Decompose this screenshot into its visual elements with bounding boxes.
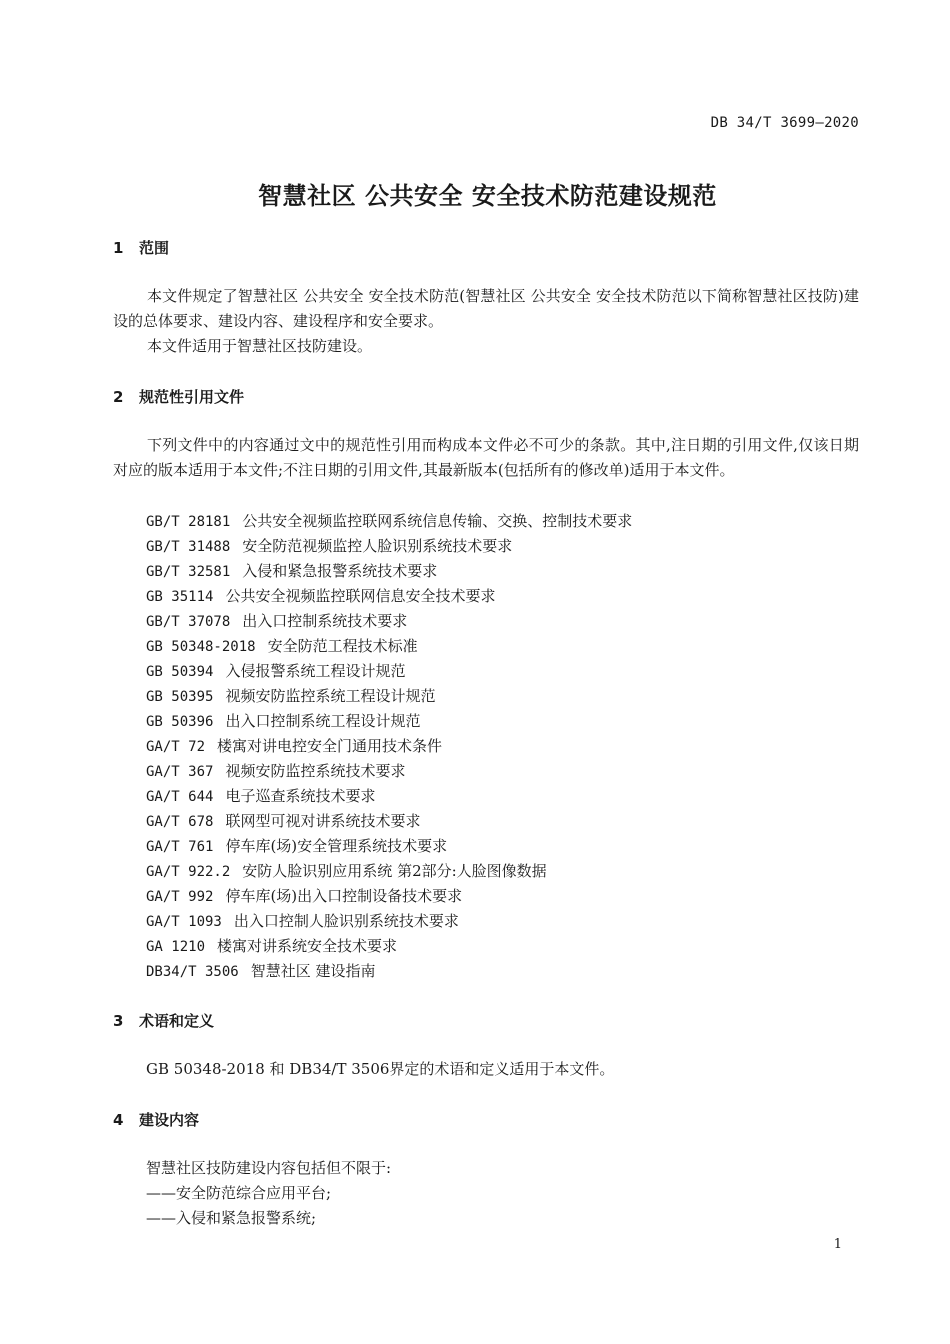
section-title: 范围 (139, 239, 170, 257)
reference-item: GB 50394 入侵报警系统工程设计规范 (146, 662, 406, 680)
section-2-heading (113, 386, 244, 407)
standard-number: DB 34/T 3699—2020 (710, 115, 859, 131)
reference-item: GB/T 32581 入侵和紧急报警系统技术要求 (146, 562, 438, 580)
reference-item: GB 50348-2018 安全防范工程技术标准 (146, 637, 418, 655)
reference-item: GA/T 367 视频安防监控系统技术要求 (146, 762, 406, 780)
section-number: 2 (113, 388, 124, 406)
reference-item: GB/T 28181 公共安全视频监控联网系统信息传输、交换、控制技术要求 (146, 512, 633, 530)
reference-item: GA/T 72 楼寓对讲电控安全门通用技术条件 (146, 737, 443, 755)
reference-item: GA/T 1093 出入口控制人脸识别系统技术要求 (146, 912, 459, 930)
section-4-paragraph-1: 智慧社区技防建设内容包括但不限于: (146, 1159, 392, 1177)
page-number: 1 (833, 1237, 842, 1252)
section-title: 建设内容 (139, 1111, 200, 1129)
reference-item: GA/T 922.2 安防人脸识别应用系统 第2部分:人脸图像数据 (146, 862, 547, 880)
section-title: 规范性引用文件 (139, 388, 245, 406)
reference-item: DB34/T 3506 智慧社区 建设指南 (146, 962, 376, 980)
section-2-paragraph-1: 下列文件中的内容通过文中的规范性引用而构成本文件必不可少的条款。其中,注日期的引用文件,仅该日期对应的版本适用于本文件;不注日期的引用文件,其最新版本(包括所有的修改单)适用于本文件。 (113, 436, 859, 479)
section-1-paragraph-2: 本文件适用于智慧社区技防建设。 (147, 337, 373, 355)
section-4-heading (113, 1109, 199, 1130)
section-title: 术语和定义 (139, 1012, 215, 1030)
section-1-paragraph-1: 本文件规定了智慧社区 公共安全 安全技术防范(智慧社区 公共安全 安全技术防范以下简称智慧社区技防)建设的总体要求、建设内容、建设程序和安全要求。 (113, 287, 859, 330)
list-item: ——入侵和紧急报警系统; (146, 1209, 317, 1227)
reference-item: GA/T 992 停车库(场)出入口控制设备技术要求 (146, 887, 463, 905)
section-number: 3 (113, 1012, 124, 1030)
list-item: ——安全防范综合应用平台; (146, 1184, 332, 1202)
section-3-heading (113, 1010, 214, 1031)
reference-item: GB/T 31488 安全防范视频监控人脸识别系统技术要求 (146, 537, 513, 555)
section-number: 4 (113, 1111, 124, 1129)
section-3-paragraph-1: GB 50348-2018 和 DB34/T 3506界定的术语和定义适用于本文件。 (146, 1060, 615, 1078)
reference-item: GA/T 761 停车库(场)安全管理系统技术要求 (146, 837, 448, 855)
section-number: 1 (113, 239, 124, 257)
reference-item: GA/T 644 电子巡查系统技术要求 (146, 787, 376, 805)
reference-item: GB/T 37078 出入口控制系统技术要求 (146, 612, 408, 630)
section-1-heading (113, 237, 169, 258)
reference-item: GA 1210 楼寓对讲系统安全技术要求 (146, 937, 398, 955)
document-title: 智慧社区 公共安全 安全技术防范建设规范 (258, 182, 717, 210)
reference-item: GB 35114 公共安全视频监控联网信息安全技术要求 (146, 587, 496, 605)
reference-item: GA/T 678 联网型可视对讲系统技术要求 (146, 812, 421, 830)
reference-item: GB 50395 视频安防监控系统工程设计规范 (146, 687, 436, 705)
reference-item: GB 50396 出入口控制系统工程设计规范 (146, 712, 421, 730)
